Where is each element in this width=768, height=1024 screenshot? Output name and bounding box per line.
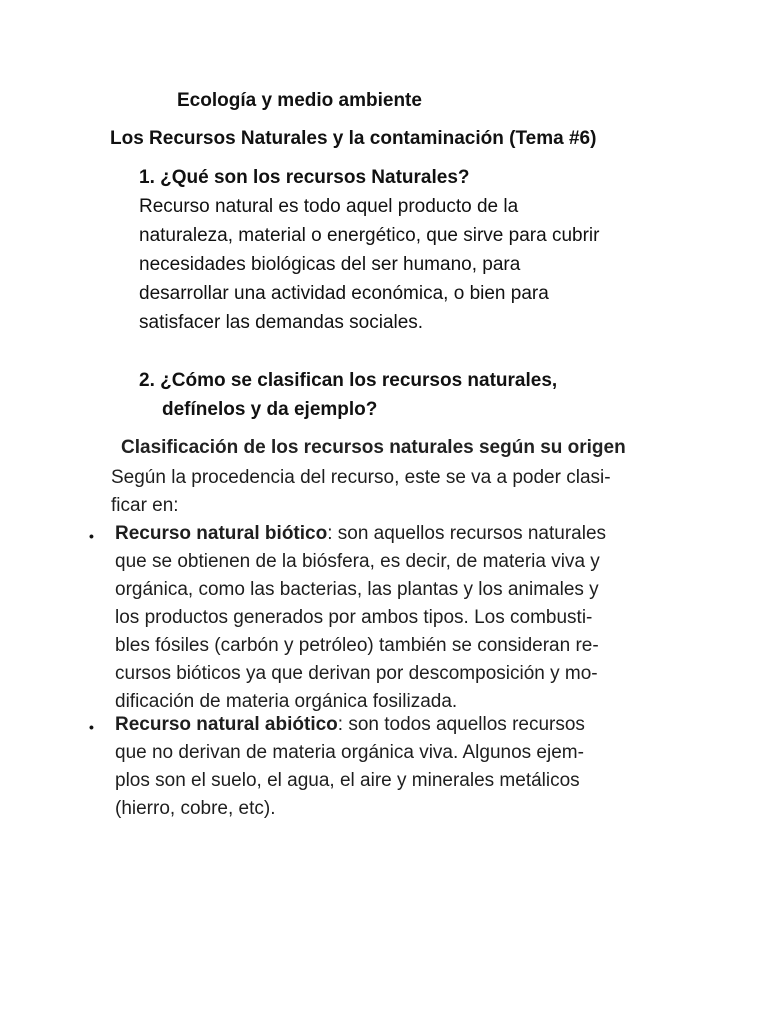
question-2	[139, 367, 557, 395]
answer-1-line: necesidades biológicas del ser humano, para	[139, 254, 521, 275]
bullet-icon: •	[89, 528, 94, 544]
classification-intro-line: Según la procedencia del recurso, este se va a poder clasi-	[111, 467, 611, 488]
course-title: Ecología y medio ambiente	[177, 90, 422, 111]
bullet-1-term: Recurso natural biótico	[115, 523, 328, 544]
classification-intro-line: ficar en:	[111, 495, 179, 516]
question-1-text: ¿Qué son los recursos Naturales?	[160, 167, 470, 188]
answer-1-line: desarrollar una actividad económica, o bien para	[139, 283, 549, 304]
classification-heading: Clasificación de los recursos naturales según su origen	[121, 437, 626, 458]
bullet-2-line: plos son el suelo, el agua, el aire y minerales metálicos	[115, 770, 580, 791]
question-1-number: 1.	[139, 167, 155, 188]
question-2-number: 2.	[139, 370, 155, 391]
bullet-1-first-rest: : son aquellos recursos naturales	[327, 523, 607, 544]
answer-1-line: satisfacer las demandas sociales.	[139, 312, 424, 333]
bullet-1-first-line	[115, 520, 606, 548]
bullet-2-line: que no derivan de materia orgánica viva. Algunos ejem-	[115, 742, 584, 763]
question-2-text: ¿Cómo se clasifican los recursos naturales,	[160, 370, 558, 391]
question-2-text-cont: defínelos y da ejemplo?	[162, 399, 378, 420]
bullet-1-line: bles fósiles (carbón y petróleo) también se consideran re-	[115, 635, 599, 656]
bullet-2-first-rest: : son todos aquellos recursos	[337, 714, 585, 735]
bullet-2-line: (hierro, cobre, etc).	[115, 798, 276, 819]
answer-1-line: naturaleza, material o energético, que sirve para cubrir	[139, 225, 600, 246]
answer-1-line: Recurso natural es todo aquel producto de la	[139, 196, 519, 217]
topic-title: Los Recursos Naturales y la contaminación (Tema #6)	[110, 128, 597, 149]
bullet-1-line: orgánica, como las bacterias, las plantas y los animales y	[115, 579, 599, 600]
bullet-icon: •	[89, 719, 94, 735]
question-1	[139, 164, 470, 192]
bullet-1-line: los productos generados por ambos tipos. Los combusti-	[115, 607, 593, 628]
bullet-1-line: cursos bióticos ya que derivan por descomposición y mo-	[115, 663, 598, 684]
bullet-1-line: dificación de materia orgánica fosilizada.	[115, 691, 458, 712]
bullet-2-first-line	[115, 711, 585, 739]
bullet-2-term: Recurso natural abiótico	[115, 714, 338, 735]
bullet-1-line: que se obtienen de la biósfera, es decir, de materia viva y	[115, 551, 600, 572]
